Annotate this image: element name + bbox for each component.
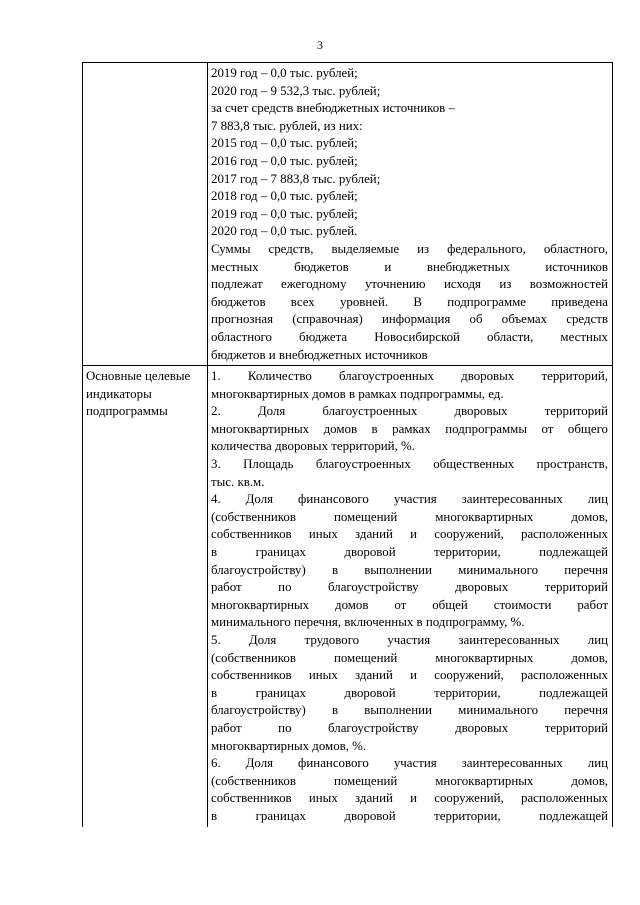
indicator-line: благоустройству) в выполнении минимального перечня: [211, 703, 608, 718]
funding-note-line: местных бюджетов и внебюджетных источников: [211, 259, 608, 274]
indicator-line: (собственников помещений многоквартирных домов,: [211, 773, 608, 788]
funding-note-line: подлежат ежегодному уточнению исходя из возможностей: [211, 277, 608, 292]
indicator-line: многоквартирных домов в рамках подпрограммы, ед.: [211, 386, 504, 401]
indicator-line: собственников иных зданий и сооружений, расположенных: [211, 668, 608, 683]
funding-value-cell: [208, 63, 613, 366]
funding-note-line: прогнозная (справочная) информация об объемах средств: [211, 312, 608, 327]
indicator-line: многоквартирных домов от общей стоимости работ: [211, 597, 608, 612]
funding-line: 2017 год – 7 883,8 тыс. рублей;: [211, 171, 381, 186]
funding-note-line: областного бюджета Новосибирской области, местных: [211, 329, 608, 344]
funding-note-line: бюджетов всех уровней. В подпрограмме приведена: [211, 294, 608, 309]
funding-line: 2019 год – 0,0 тыс. рублей;: [211, 206, 358, 221]
indicators-label-line: подпрограммы: [86, 404, 168, 419]
funding-label-cell: [83, 63, 208, 366]
funding-row: [83, 63, 613, 366]
indicator-line: многоквартирных домов в рамках подпрограммы от общего: [211, 421, 608, 436]
page-number: 3: [317, 38, 323, 52]
page-bottom-margin: [0, 827, 640, 905]
indicators-label-line: индикаторы: [86, 386, 152, 401]
indicator-line: собственников иных зданий и сооружений, расположенных: [211, 791, 608, 806]
indicator-line: собственников иных зданий и сооружений, расположенных: [211, 527, 608, 542]
indicator-line: многоквартирных домов, %.: [211, 738, 367, 753]
funding-line: 7 883,8 тыс. рублей, из них:: [211, 118, 363, 133]
indicators-label-cell: [83, 366, 208, 845]
indicator-line: 3. Площадь благоустроенных общественных пространств,: [211, 457, 608, 472]
indicators-row: [83, 366, 613, 845]
indicator-line: минимального перечня, включенных в подпрограмму, %.: [211, 615, 525, 630]
indicator-line: количества дворовых территорий, %.: [211, 439, 415, 454]
indicator-line: 6. Доля финансового участия заинтересованных лиц: [211, 756, 608, 771]
indicator-line: 2. Доля благоустроенных дворовых территорий: [211, 404, 608, 419]
indicator-line: в границах дворовой территории, подлежащей: [211, 808, 608, 823]
indicator-line: в границах дворовой территории, подлежащей: [211, 685, 608, 700]
indicator-line: тыс. кв.м.: [211, 474, 265, 489]
indicator-line: 1. Количество благоустроенных дворовых территорий,: [211, 369, 608, 384]
indicator-line: (собственников помещений многоквартирных домов,: [211, 509, 608, 524]
funding-line: за счет средств внебюджетных источников –: [211, 101, 455, 116]
indicator-line: 4. Доля финансового участия заинтересованных лиц: [211, 492, 608, 507]
funding-line: 2020 год – 9 532,3 тыс. рублей;: [211, 83, 381, 98]
indicators-value-cell: [208, 366, 613, 845]
indicator-line: в границах дворовой территории, подлежащей: [211, 545, 608, 560]
indicator-line: работ по благоустройству дворовых территорий: [211, 580, 608, 595]
funding-note-line: Суммы средств, выделяемые из федерального, областного,: [211, 241, 608, 256]
indicator-line: благоустройству) в выполнении минимального перечня: [211, 562, 608, 577]
indicator-line: 5. Доля трудового участия заинтересованных лиц: [211, 633, 608, 647]
funding-note-line: бюджетов и внебюджетных источников: [211, 347, 428, 362]
program-passport-table: [82, 62, 613, 845]
funding-line: 2020 год – 0,0 тыс. рублей.: [211, 224, 358, 239]
indicators-label-line: Основные целевые: [86, 369, 191, 384]
indicator-line: работ по благоустройству дворовых территорий: [211, 720, 608, 735]
funding-line: 2018 год – 0,0 тыс. рублей;: [211, 189, 358, 204]
funding-line: 2015 год – 0,0 тыс. рублей;: [211, 136, 358, 151]
funding-line: 2019 год – 0,0 тыс. рублей;: [211, 66, 358, 80]
indicator-line: (собственников помещений многоквартирных домов,: [211, 650, 608, 665]
funding-line: 2016 год – 0,0 тыс. рублей;: [211, 153, 358, 168]
